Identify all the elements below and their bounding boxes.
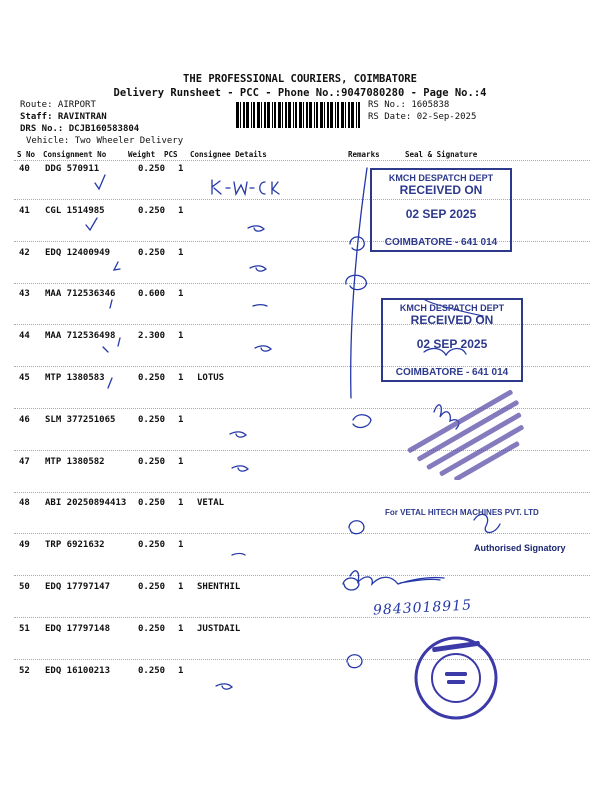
row-sno: 40 (19, 164, 30, 174)
row-pcs: 1 (178, 624, 184, 634)
row-consignment-no: TRP 6921632 (45, 540, 105, 550)
row-sno: 45 (19, 373, 30, 383)
row-weight: 0.250 (138, 248, 166, 258)
row-pcs: 1 (178, 206, 184, 216)
rs-date: RS Date: 02-Sep-2025 (368, 112, 477, 122)
row-sno: 41 (19, 206, 30, 216)
row-pcs: 1 (178, 457, 184, 467)
row-pcs: 1 (178, 248, 184, 258)
row-sno: 42 (19, 248, 30, 258)
col-consignee: Consignee Details (190, 150, 267, 159)
lotus-address-stamp (390, 385, 560, 480)
kmch-stamp-city: COIMBATORE - 641 014 (384, 237, 498, 248)
kmch-received-stamp-1 (370, 168, 512, 252)
row-consignment-no: ABI 20250894413 (45, 498, 127, 508)
row-consignment-no: EDQ 16100213 (45, 666, 111, 676)
kmch-stamp-date: 02 SEP 2025 (405, 207, 477, 221)
row-weight: 0.250 (138, 624, 166, 634)
col-pcs: PCS (164, 150, 178, 159)
kmch-received-stamp-2 (381, 298, 523, 382)
drs-number: DRS No.: DCJB160583804 (20, 124, 140, 134)
row-sno: 46 (19, 415, 30, 425)
row-pcs: 1 (178, 540, 184, 550)
row-consignment-no: DDG 570911 (45, 164, 100, 174)
row-weight: 2.300 (138, 331, 166, 341)
row-consignment-no: EDQ 17797148 (45, 624, 111, 634)
row-consignment-no: MAA 712536346 (45, 289, 116, 299)
row-weight: 0.250 (138, 373, 166, 383)
col-seal: Seal & Signature (405, 150, 478, 159)
row-consignment-no: SLM 377251065 (45, 415, 116, 425)
row-pcs: 1 (178, 164, 184, 174)
justdial-security-seal (412, 634, 500, 722)
kmch-stamp-city: COIMBATORE - 641 014 (395, 367, 509, 378)
vetal-company-stamp: For VETAL HITECH MACHINES PVT. LTD (385, 508, 539, 517)
row-pcs: 1 (178, 582, 184, 592)
row-consignee: SHENTHIL (197, 582, 241, 592)
row-consignment-no: CGL 1514985 (45, 206, 105, 216)
row-weight: 0.250 (138, 164, 166, 174)
row-consignment-no: MTP 1380583 (45, 373, 105, 383)
staff-label: Staff: RAVINTRAN (20, 112, 107, 122)
row-pcs: 1 (178, 373, 184, 383)
row-pcs: 1 (178, 331, 184, 341)
row-consignee: JUSTDAIL (197, 624, 241, 634)
row-weight: 0.250 (138, 206, 166, 216)
row-consignment-no: EDQ 12400949 (45, 248, 111, 258)
row-weight: 0.250 (138, 666, 166, 676)
col-remarks: Remarks (348, 150, 380, 159)
row-consignment-no: EDQ 17797147 (45, 582, 111, 592)
col-weight: Weight (128, 150, 156, 159)
document-title: THE PROFESSIONAL COURIERS, COIMBATORE (183, 73, 417, 85)
row-sno: 48 (19, 498, 30, 508)
kmch-stamp-heading: KMCH DESPATCH DEPT (399, 303, 505, 313)
kmch-stamp-heading: KMCH DESPATCH DEPT (388, 173, 494, 183)
row-consignee: VETAL (197, 498, 225, 508)
row-sno: 47 (19, 457, 30, 467)
route-label: Route: AIRPORT (20, 100, 96, 110)
row-weight: 0.250 (138, 415, 166, 425)
rs-number: RS No.: 1605838 (368, 100, 450, 110)
kmch-stamp-received: RECEIVED ON (399, 183, 483, 197)
row-sno: 44 (19, 331, 30, 341)
document-subtitle: Delivery Runsheet - PCC - Phone No.:9047080280 - Page No.:4 (113, 87, 487, 99)
row-consignee: LOTUS (197, 373, 225, 383)
row-pcs: 1 (178, 415, 184, 425)
row-consignment-no: MTP 1380582 (45, 457, 105, 467)
row-pcs: 1 (178, 289, 184, 299)
vetal-authorised-signatory: Authorised Signatory (474, 543, 566, 553)
row-pcs: 1 (178, 498, 184, 508)
row-weight: 0.250 (138, 582, 166, 592)
row-pcs: 1 (178, 666, 184, 676)
vehicle-label: Vehicle: Two Wheeler Delivery (26, 136, 184, 146)
row-consignment-no: MAA 712536498 (45, 331, 116, 341)
kmch-stamp-date: 02 SEP 2025 (416, 337, 488, 351)
row-sno: 43 (19, 289, 30, 299)
row-sno: 50 (19, 582, 30, 592)
handwritten-phone-number: 9843018915 (372, 597, 473, 619)
row-weight: 0.250 (138, 498, 166, 508)
row-weight: 0.250 (138, 457, 166, 467)
row-weight: 0.250 (138, 540, 166, 550)
row-sno: 52 (19, 666, 30, 676)
col-consignment: Consignment No (43, 150, 107, 159)
row-weight: 0.600 (138, 289, 166, 299)
row-sno: 49 (19, 540, 30, 550)
col-sno: S No (17, 150, 36, 159)
row-sno: 51 (19, 624, 30, 634)
kmch-stamp-received: RECEIVED ON (410, 313, 494, 327)
